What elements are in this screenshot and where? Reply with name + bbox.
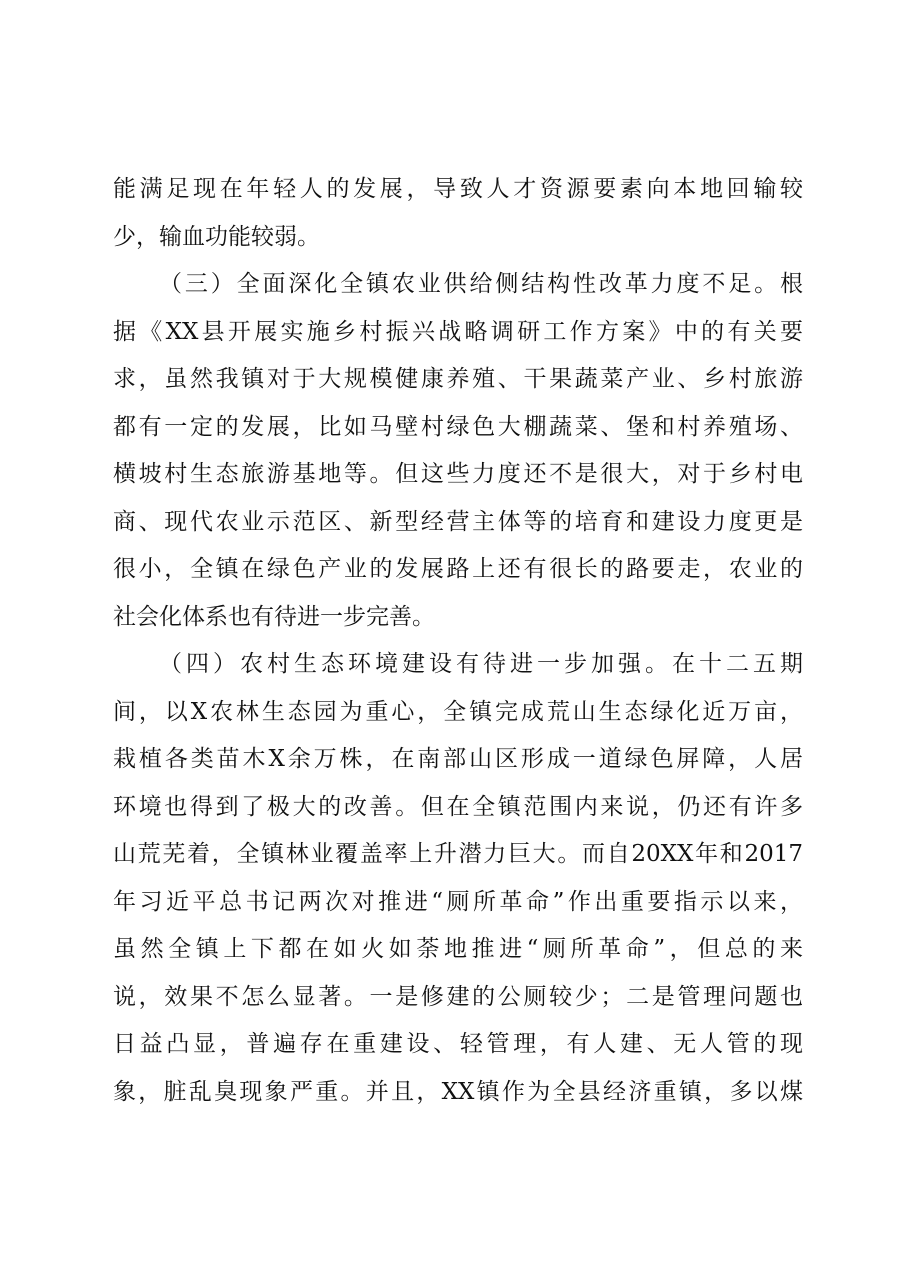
text-line: 山荒芜着，全镇林业覆盖率上升潜力巨大。而自20XX年和2017 [113, 841, 803, 867]
text-line: 栽植各类苗木X余万株，在南部山区形成一道绿色屏障，人居 [113, 746, 803, 772]
paragraph-heading-4: （四）农村生态环境建设有待进一步加强。在十二五期 [159, 651, 803, 677]
text-line: 少，输血功能较弱。 [113, 223, 320, 250]
text-line: 很小，全镇在绿色产业的发展路上还有很长的路要走，农业的 [113, 556, 803, 582]
paragraph-heading-3: （三）全面深化全镇农业供给侧结构性改革力度不足。根 [159, 271, 803, 297]
text-line: 都有一定的发展，比如马壁村绿色大棚蔬菜、堡和村养殖场、 [113, 413, 803, 440]
text-line: 横坡村生态旅游基地等。但这些力度还不是很大，对于乡村电 [113, 461, 803, 487]
text-line: 社会化体系也有待进一步完善。 [113, 603, 435, 630]
text-line: 求，虽然我镇对于大规模健康养殖、干果蔬菜产业、乡村旅游 [113, 366, 803, 392]
text-line: 间，以X农林生态园为重心，全镇完成荒山生态绿化近万亩， [113, 698, 803, 725]
text-line: 年习近平总书记两次对推进“厕所革命”作出重要指示以来， [113, 888, 803, 915]
document-body [113, 166, 803, 1116]
text-line: 象，脏乱臭现象严重。并且，XX镇作为全县经济重镇，多以煤 [113, 1078, 803, 1105]
text-line: 日益凸显，普遍存在重建设、轻管理，有人建、无人管的现 [113, 1031, 803, 1057]
text-line: 虽然全镇上下都在如火如荼地推进“厕所革命”，但总的来 [113, 936, 803, 962]
text-line: 商、现代农业示范区、新型经营主体等的培育和建设力度更是 [113, 508, 803, 535]
text-line: 环境也得到了极大的改善。但在全镇范围内来说，仍还有许多 [113, 793, 803, 820]
text-line: 据《XX县开展实施乡村振兴战略调研工作方案》中的有关要 [113, 318, 803, 345]
text-line: 说，效果不怎么显著。一是修建的公厕较少；二是管理问题也 [113, 983, 803, 1010]
text-line: 能满足现在年轻人的发展，导致人才资源要素向本地回输较 [113, 176, 803, 202]
